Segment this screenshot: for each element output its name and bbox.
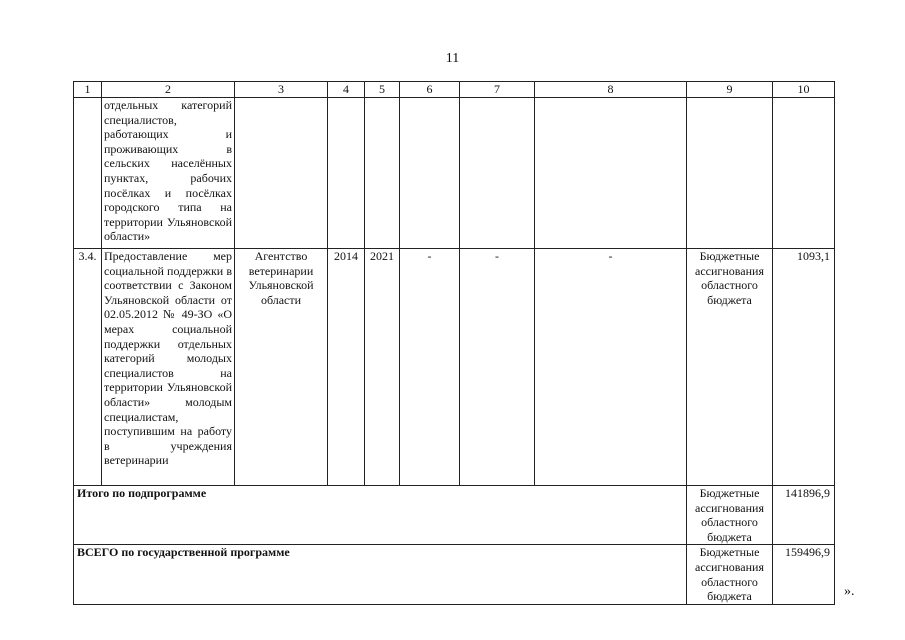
header-cell-4: 4 — [328, 82, 365, 98]
item-year-end: 2021 — [365, 249, 400, 486]
header-cell-7: 7 — [460, 82, 535, 98]
subtotal-label: Итого по подпрограмме — [74, 486, 687, 545]
page-number: 11 — [445, 51, 460, 66]
header-cell-5: 5 — [365, 82, 400, 98]
subtotal-amount: 141896,9 — [773, 486, 835, 545]
item-year-start: 2014 — [328, 249, 365, 486]
closing-quote-mark: ». — [844, 584, 855, 599]
grand-total-amount: 159496,9 — [773, 545, 835, 604]
item-col7: - — [460, 249, 535, 486]
grand-total-label: ВСЕГО по государственной программе — [74, 545, 687, 604]
item-executor: Агентство ветеринарии Ульяновской области — [235, 249, 328, 486]
header-cell-9: 9 — [687, 82, 773, 98]
header-cell-6: 6 — [400, 82, 460, 98]
continuation-description: отдельных категорий специалистов, работающих и проживающих в сельских населённых пунктах, рабочих посёлках и посёлках городского типа на территории Ульяновской области» — [102, 98, 235, 249]
item-col8: - — [535, 249, 687, 486]
item-amount: 1093,1 — [773, 249, 835, 486]
header-cell-8: 8 — [535, 82, 687, 98]
table-row — [74, 249, 835, 486]
program-table — [73, 81, 835, 605]
header-cell-1: 1 — [74, 82, 102, 98]
subtotal-row — [74, 486, 835, 545]
grand-total-source: Бюджетные ассигнования областного бюджета — [687, 545, 773, 604]
subtotal-source: Бюджетные ассигнования областного бюджета — [687, 486, 773, 545]
header-cell-2: 2 — [102, 82, 235, 98]
item-source: Бюджетные ассигнования областного бюджета — [687, 249, 773, 486]
header-row — [74, 82, 835, 98]
item-description: Предоставление мер социальной поддержки в соответствии с Законом Ульяновской области от 02.05.2012 № 49-ЗО «О мерах социальной поддержки отдельных категорий молодых специалистов на территории Ульяновской области» молодым специалистам, поступившим на работу в учреждения ветеринарии — [102, 249, 235, 486]
header-cell-10: 10 — [773, 82, 835, 98]
grand-total-row — [74, 545, 835, 604]
item-number: 3.4. — [74, 249, 102, 486]
header-cell-3: 3 — [235, 82, 328, 98]
item-col6: - — [400, 249, 460, 486]
continuation-row — [74, 98, 835, 249]
